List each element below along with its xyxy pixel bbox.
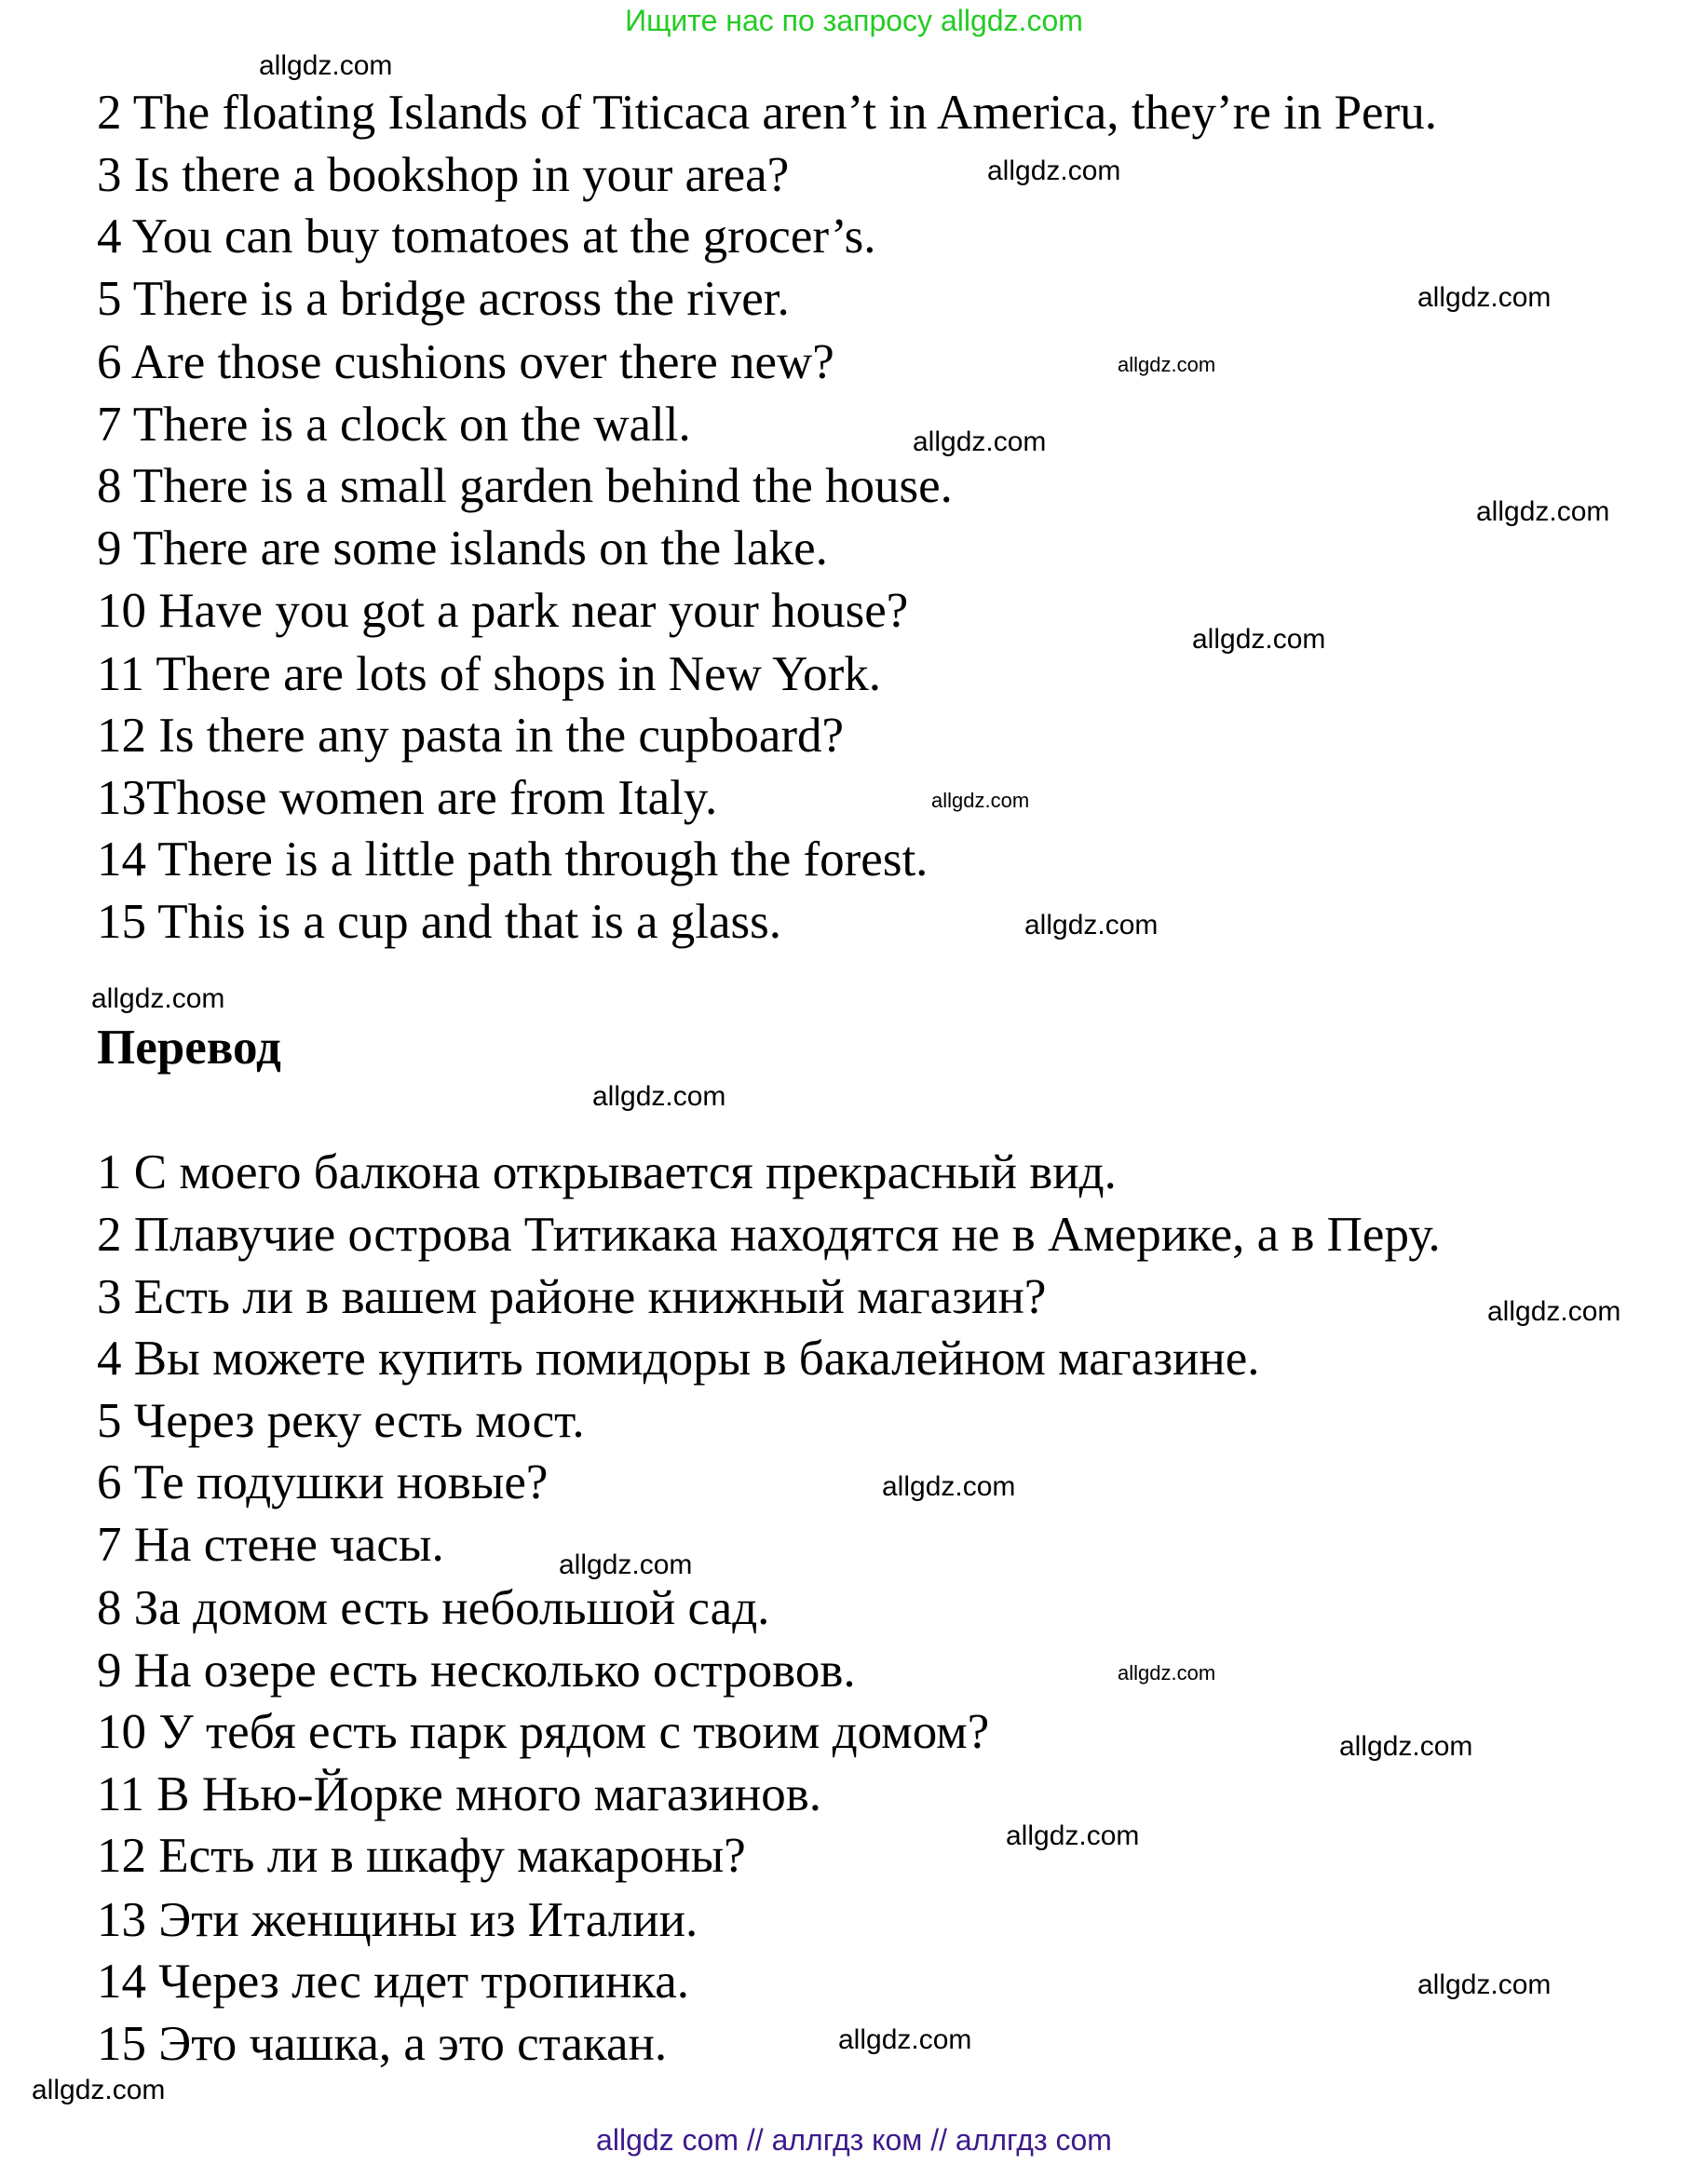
translation-line: 9 На озере есть несколько островов. [97, 1643, 856, 1698]
watermark: allgdz.com [592, 1081, 726, 1112]
answer-line: 14 There is a little path through the forest. [97, 832, 929, 886]
answer-line: 12 Is there any pasta in the cupboard? [97, 708, 845, 763]
watermark: allgdz.com [1024, 910, 1159, 940]
translation-line: 6 Те подушки новые? [97, 1455, 549, 1509]
watermark: allgdz.com [1417, 1969, 1552, 2000]
translation-line: 10 У тебя есть парк рядом с твоим домом? [97, 1704, 990, 1759]
watermark: allgdz.com [1192, 624, 1326, 655]
translation-line: 3 Есть ли в вашем районе книжный магазин? [97, 1269, 1047, 1324]
translation-line: 7 На стене часы. [97, 1517, 444, 1572]
watermark: allgdz.com [1487, 1296, 1621, 1327]
translation-line: 5 Через реку есть мост. [97, 1393, 585, 1448]
watermark: allgdz.com [259, 50, 393, 81]
watermark: allgdz.com [1006, 1820, 1140, 1851]
header-banner: Ищите нас по запросу allgdz.com [625, 4, 1083, 37]
translation-line: 11 В Нью-Йорке много магазинов. [97, 1766, 822, 1821]
footer-banner: allgdz com // аллгдз ком // аллгдз com [596, 2123, 1112, 2157]
translation-line: 13 Эти женщины из Италии. [97, 1892, 698, 1947]
answer-line: 8 There is a small garden behind the house. [97, 458, 953, 513]
translation-line: 14 Через лес идет тропинка. [97, 1954, 690, 2009]
answer-line: 13Those women are from Italy. [97, 770, 718, 825]
answer-line: 9 There are some islands on the lake. [97, 521, 828, 575]
translation-line: 15 Это чашка, а это стакан. [97, 2016, 668, 2071]
watermark: allgdz.com [1339, 1731, 1473, 1762]
translation-heading: Перевод [97, 1020, 281, 1075]
translation-line: 12 Есть ли в шкафу макароны? [97, 1828, 746, 1883]
watermark: allgdz.com [931, 789, 1030, 812]
watermark: allgdz.com [838, 2024, 972, 2055]
watermark: allgdz.com [1417, 282, 1552, 313]
watermark: allgdz.com [559, 1549, 693, 1580]
translation-line: 8 За домом есть небольшой сад. [97, 1580, 770, 1635]
answer-line: 4 You can buy tomatoes at the grocer’s. [97, 209, 876, 264]
answer-line: 7 There is a clock on the wall. [97, 397, 691, 452]
translation-line: 4 Вы можете купить помидоры в бакалейном магазине. [97, 1331, 1260, 1386]
watermark: allgdz.com [987, 156, 1121, 186]
answer-line: 11 There are lots of shops in New York. [97, 646, 882, 701]
translation-line: 2 Плавучие острова Титикака находятся не в Америке, а в Перу. [97, 1207, 1441, 1262]
answer-line: 2 The floating Islands of Titicaca aren’t in America, they’re in Peru. [97, 85, 1437, 140]
translation-line: 1 С моего балкона открывается прекрасный вид. [97, 1144, 1117, 1199]
watermark: allgdz.com [32, 2075, 166, 2105]
answer-line: 10 Have you got a park near your house? [97, 583, 909, 638]
answer-line: 3 Is there a bookshop in your area? [97, 147, 790, 202]
answer-line: 15 This is a cup and that is a glass. [97, 894, 782, 949]
watermark: allgdz.com [1118, 353, 1216, 376]
answer-line: 5 There is a bridge across the river. [97, 271, 790, 326]
watermark: allgdz.com [1118, 1661, 1216, 1685]
watermark: allgdz.com [882, 1471, 1016, 1502]
watermark: allgdz.com [91, 983, 225, 1014]
watermark: allgdz.com [1476, 496, 1610, 527]
answer-line: 6 Are those cushions over there new? [97, 334, 834, 389]
watermark: allgdz.com [913, 426, 1047, 457]
